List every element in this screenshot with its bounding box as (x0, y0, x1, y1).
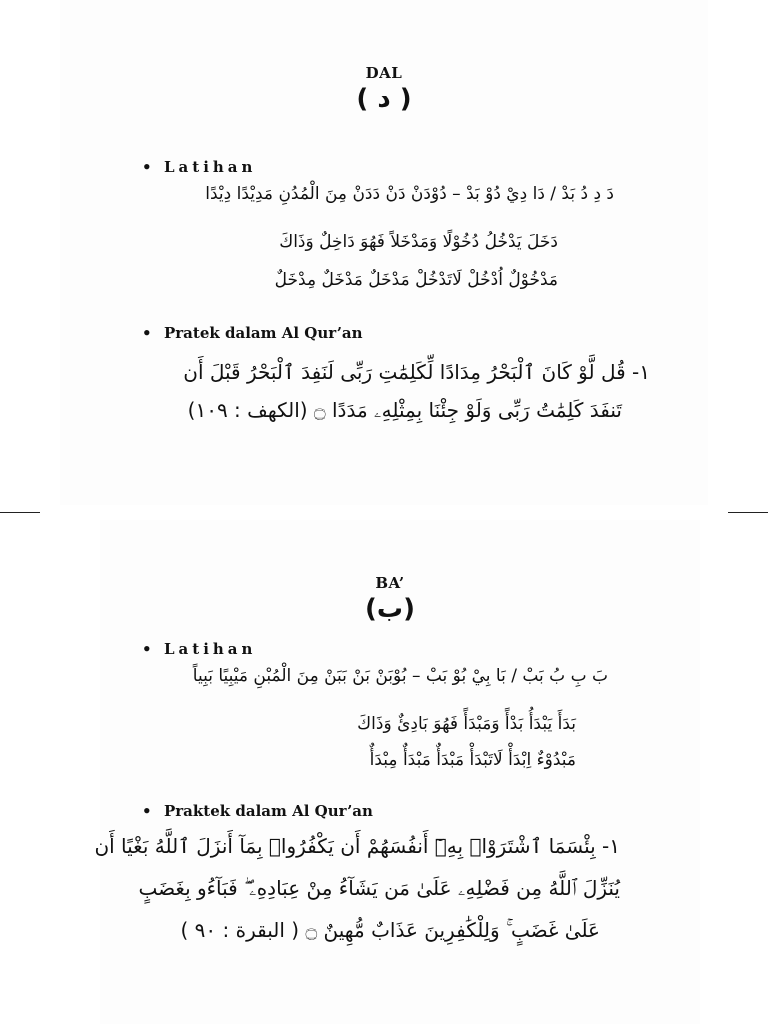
quran-line-1: ١- قُل لَّوْ كَانَ ٱلْبَحْرُ مِدَادًا لِّكَلِمَٰتِ رَبِّى لَنَفِدَ ٱلْبَحْرُ قَبْلَ أَن (183, 360, 650, 384)
page-divider-right (728, 512, 768, 513)
latihan-heading-dal (142, 158, 256, 176)
latihan-line-2: بَدَأَ يَبْدَأُ بَدْأً وَمَبْدَأً فَهُوَ بَادِئٌ وَذَاكَ (357, 714, 576, 734)
latihan-line-1: دَ دِ دُ بَدْ / دَا دِيْ دُوْ بَدْ – دُوْدَنْ دَنْ دَدَنْ مِنَ الْمُدُنِ مَدِيْدًا دِيْدًا (205, 184, 614, 204)
latihan-heading-ba (142, 640, 256, 658)
pratek-heading (142, 324, 363, 342)
quran-line-2: تَنفَدَ كَلِمَٰتُ رَبِّى وَلَوْ جِئْنَا بِمِثْلِهِۦ مَدَدًا ۝ (الكهف : ١٠٩) (187, 398, 622, 422)
letter-name-dal: DAL (365, 64, 403, 82)
pratek-label: Pratek dalam Al Qur’an (164, 324, 363, 342)
quran-line-2: يُنَزِّلَ ٱللَّهُ مِن فَضْلِهِۦ عَلَىٰ مَن يَشَآءُ مِنْ عِبَادِهِۦ ۖ فَبَآءُو بِغَضَبٍ (138, 876, 620, 900)
letter-glyph-dal: ( د ) (356, 84, 412, 114)
praktek-heading (142, 802, 373, 820)
latihan-line-3: مَدْخُوْلٌ اُدْخُلْ لَاتَدْخُلْ مَدْخَلٌ مَدْخَلٌ مِدْخَلٌ (274, 270, 558, 290)
bullet-icon: • (142, 158, 152, 176)
page-ba (94, 520, 700, 1024)
quran-line-1: ١- بِئْسَمَا ٱشْتَرَوْا۟ بِهِۦٓ أَنفُسَهُمْ أَن يَكْفُرُوا۟ بِمَآ أَنزَلَ ٱللَّهُ بَغْيًا أَن (94, 834, 620, 858)
bullet-icon: • (142, 640, 152, 658)
page-dal (60, 0, 708, 505)
bullet-icon: • (142, 802, 152, 820)
latihan-label: Latihan (164, 158, 257, 176)
page-divider-left (0, 512, 40, 513)
bullet-icon: • (142, 324, 152, 342)
letter-name-ba: BA’ (375, 574, 405, 592)
latihan-label: Latihan (164, 640, 257, 658)
praktek-label: Praktek dalam Al Qur’an (164, 802, 373, 820)
letter-glyph-ba: (ب) (365, 594, 415, 624)
quran-line-3: عَلَىٰ غَضَبٍ ۚ وَلِلْكَٰفِرِينَ عَذَابٌ مُّهِينٌ ۝ ( البقرة : ٩٠ ) (180, 918, 600, 942)
latihan-line-3: مَبْدُوْءٌ اِبْدَأْ لَاتَبْدَأْ مَبْدَأٌ مَبْدَأٌ مِبْدَأٌ (369, 750, 576, 770)
latihan-line-2: دَخَلَ يَدْخُلُ دُخُوْلًا وَمَدْخَلاً فَهُوَ دَاخِلٌ وَذَاكَ (279, 232, 558, 252)
latihan-line-1: بَ بِ بُ بَبْ / بَا بِيْ بُوْ بَبْ – بُوْبَنْ بَنْ بَبَنْ مِنَ الْمُبْنِ مَيْبِيًا بَبِياً (192, 666, 608, 686)
